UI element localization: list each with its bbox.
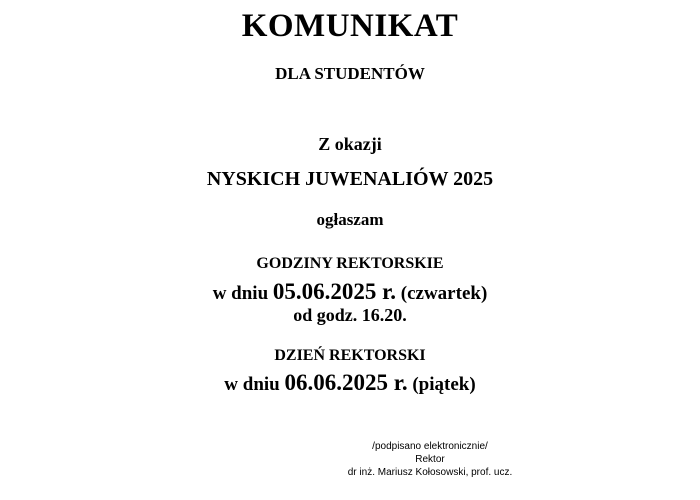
rector-hours-prefix: w dniu: [212, 283, 273, 304]
event-name: NYSKICH JUWENALIÓW 2025: [206, 168, 494, 190]
rector-hours-time: od godz. 16.20.: [293, 305, 407, 325]
rector-hours-heading: GODZINY REKTORSKIE: [256, 255, 444, 272]
announce-text: ogłaszam: [316, 210, 384, 229]
signature-role: Rektor: [415, 454, 445, 465]
rector-day-date-line: [0, 370, 700, 396]
signature-name: dr inż. Mariusz Kołosowski, prof. ucz.: [347, 467, 513, 478]
signature-note: /podpisano elektronicznie/: [372, 441, 488, 452]
rector-day-suffix: r.: [388, 370, 408, 395]
occasion-intro: Z okazji: [318, 134, 382, 154]
rector-hours-suffix: r.: [376, 279, 397, 304]
rector-hours-weekday: (czwartek): [396, 283, 488, 304]
document-title: KOMUNIKAT: [241, 8, 459, 44]
rector-hours-date: 05.06.2025: [272, 279, 377, 304]
document-subtitle: DLA STUDENTÓW: [275, 64, 425, 83]
rector-day-heading: DZIEŃ REKTORSKI: [274, 347, 426, 364]
rector-day-date: 06.06.2025: [284, 370, 388, 395]
rector-day-prefix: w dniu: [224, 374, 285, 395]
rector-day-weekday: (piątek): [407, 374, 476, 395]
rector-hours-date-line: [0, 279, 700, 305]
